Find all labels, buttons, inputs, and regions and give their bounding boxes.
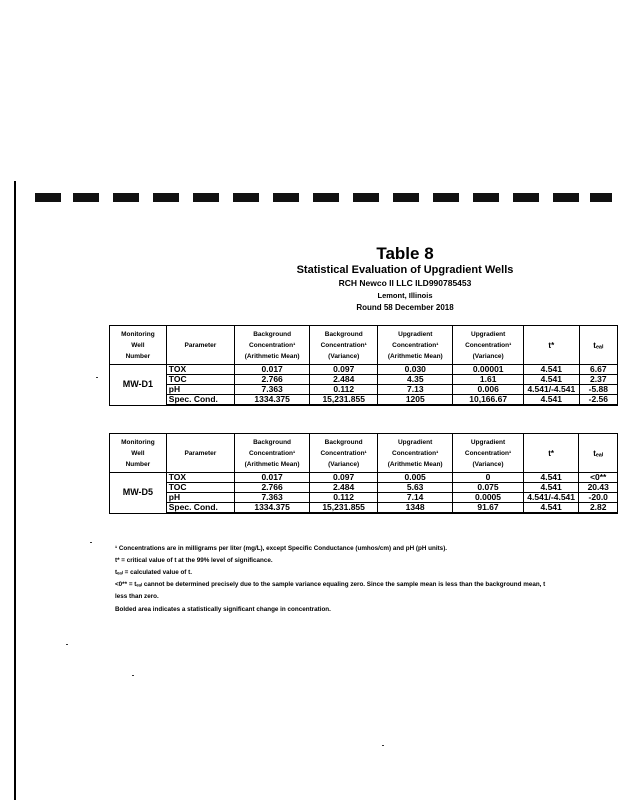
scan-speck bbox=[382, 745, 384, 746]
tstar-cell: 4.541 bbox=[523, 503, 579, 514]
perforation-dash bbox=[73, 193, 99, 202]
bg-var-cell: 0.097 bbox=[310, 473, 378, 483]
perforation-dash bbox=[153, 193, 179, 202]
up-var-cell: 0.006 bbox=[453, 385, 524, 395]
parameter-cell: TOC bbox=[166, 375, 234, 385]
perforation-dash bbox=[113, 193, 139, 202]
bg-var-header: Background Concentration¹ (Variance) bbox=[310, 326, 378, 365]
table-title: Table 8 bbox=[376, 244, 434, 263]
bg-var-cell: 0.112 bbox=[310, 493, 378, 503]
table-row bbox=[110, 503, 618, 514]
well-header: Monitoring Well Number bbox=[110, 326, 167, 365]
up-mean-cell: 5.63 bbox=[378, 483, 453, 493]
bg-mean-cell: 0.017 bbox=[235, 365, 310, 375]
header-row bbox=[110, 434, 618, 473]
parameter-cell: Spec. Cond. bbox=[166, 395, 234, 406]
well-header: Monitoring Well Number bbox=[110, 434, 167, 473]
up-var-cell: 1.61 bbox=[453, 375, 524, 385]
table-row bbox=[110, 493, 618, 503]
bg-var-cell: 0.097 bbox=[310, 365, 378, 375]
tcalc-cell: -20.0 bbox=[579, 493, 618, 503]
perforation-dash bbox=[433, 193, 459, 202]
header-row bbox=[110, 326, 618, 365]
up-mean-cell: 0.005 bbox=[378, 473, 453, 483]
perforation-dash bbox=[393, 193, 419, 202]
tstar-cell: 4.541 bbox=[524, 395, 580, 406]
tcalc-cell: 20.43 bbox=[579, 483, 618, 493]
up-mean-cell: 0.030 bbox=[378, 365, 453, 375]
tcalc-cell: 2.37 bbox=[579, 375, 617, 385]
stat-table-mw-d1 bbox=[109, 325, 618, 406]
up-mean-header: Upgradient Concentration¹ (Arithmetic Mean) bbox=[378, 434, 453, 473]
perforation-dash bbox=[513, 193, 539, 202]
bg-var-cell: 15,231.855 bbox=[310, 395, 378, 406]
table-subtitle: Statistical Evaluation of Upgradient Wells bbox=[296, 264, 514, 276]
bg-mean-cell: 0.017 bbox=[235, 473, 310, 483]
table-row bbox=[110, 385, 618, 395]
perforation-dash bbox=[35, 193, 61, 202]
tstar-cell: 4.541 bbox=[523, 473, 579, 483]
tstar-header: t* bbox=[524, 326, 580, 365]
perforation-dash bbox=[473, 193, 499, 202]
up-var-cell: 0.075 bbox=[453, 483, 524, 493]
up-mean-cell: 1205 bbox=[378, 395, 453, 406]
parameter-cell: TOX bbox=[166, 473, 234, 483]
tcalc-cell: -5.88 bbox=[579, 385, 617, 395]
table-row bbox=[110, 473, 618, 483]
footnote-less-than-zero: less than zero. bbox=[115, 593, 159, 600]
table-row bbox=[110, 395, 618, 406]
bg-mean-cell: 7.363 bbox=[235, 493, 310, 503]
perforation-dash bbox=[553, 193, 579, 202]
tcalc-cell: 2.82 bbox=[579, 503, 618, 514]
up-var-cell: 0 bbox=[453, 473, 524, 483]
perforation-dash bbox=[590, 193, 612, 202]
tstar-cell: 4.541 bbox=[524, 365, 580, 375]
perforation-dash bbox=[313, 193, 339, 202]
round-line: Round 58 December 2018 bbox=[356, 303, 454, 312]
parameter-cell: TOC bbox=[166, 483, 234, 493]
bg-mean-cell: 1334.375 bbox=[235, 395, 310, 406]
up-var-header: Upgradient Concentration¹ (Variance) bbox=[453, 434, 524, 473]
scan-speck bbox=[96, 377, 98, 378]
scan-speck bbox=[66, 644, 68, 645]
tstar-cell: 4.541/-4.541 bbox=[523, 493, 579, 503]
bg-mean-cell: 7.363 bbox=[235, 385, 310, 395]
parameter-cell: TOX bbox=[166, 365, 234, 375]
bg-mean-cell: 1334.375 bbox=[235, 503, 310, 514]
parameter-cell: pH bbox=[166, 493, 234, 503]
perforation-dash bbox=[193, 193, 219, 202]
table-row bbox=[110, 375, 618, 385]
table-row bbox=[110, 483, 618, 493]
tstar-header: t* bbox=[523, 434, 579, 473]
footnote-units: ¹ Concentrations are in milligrams per liter (mg/L), except Specific Conductance (umhos/cm) and pH (pH units). bbox=[115, 545, 448, 552]
up-mean-header: Upgradient Concentration¹ (Arithmetic Mean) bbox=[378, 326, 453, 365]
bg-mean-header: Background Concentration¹ (Arithmetic Mean) bbox=[235, 434, 310, 473]
parameter-cell: Spec. Cond. bbox=[166, 503, 234, 514]
parameter-header: Parameter bbox=[166, 326, 234, 365]
footnote-zero-variance: <0** = tₑₐₗ cannot be determined precisely due to the sample variance equaling zero. Since the sample mean is less than the background mean, t bbox=[115, 581, 546, 588]
tcalc-cell: -2.56 bbox=[579, 395, 617, 406]
location-line: Lemont, Illinois bbox=[377, 291, 433, 300]
footnote-bolded: Bolded area indicates a statistically significant change in concentration. bbox=[115, 606, 331, 613]
tstar-cell: 4.541/-4.541 bbox=[524, 385, 580, 395]
facility-line: RCH Newco II LLC ILD990785453 bbox=[338, 278, 472, 288]
up-var-cell: 0.0005 bbox=[453, 493, 524, 503]
up-var-header: Upgradient Concentration¹ (Variance) bbox=[453, 326, 524, 365]
up-var-cell: 91.67 bbox=[453, 503, 524, 514]
up-var-cell: 0.00001 bbox=[453, 365, 524, 375]
up-mean-cell: 1348 bbox=[378, 503, 453, 514]
stat-table-mw-d5 bbox=[109, 433, 618, 514]
bg-var-cell: 2.484 bbox=[310, 483, 378, 493]
tcalc-header: tₑₐₗ bbox=[579, 434, 618, 473]
footnote-tstar: t* = critical value of t at the 99% level of significance. bbox=[115, 557, 273, 564]
bg-mean-cell: 2.766 bbox=[235, 483, 310, 493]
up-mean-cell: 4.35 bbox=[378, 375, 453, 385]
parameter-cell: pH bbox=[166, 385, 234, 395]
tcalc-cell: 6.67 bbox=[579, 365, 617, 375]
scan-speck bbox=[132, 675, 134, 676]
page-edge-line bbox=[14, 181, 16, 800]
well-number: MW-D5 bbox=[110, 473, 167, 514]
bg-var-header: Background Concentration¹ (Variance) bbox=[310, 434, 378, 473]
tcalc-cell: <0** bbox=[579, 473, 618, 483]
perforation-dash bbox=[273, 193, 299, 202]
bg-mean-header: Background Concentration¹ (Arithmetic Mean) bbox=[235, 326, 310, 365]
bg-var-cell: 0.112 bbox=[310, 385, 378, 395]
bg-var-cell: 2.484 bbox=[310, 375, 378, 385]
well-number: MW-D1 bbox=[110, 365, 167, 406]
tstar-cell: 4.541 bbox=[524, 375, 580, 385]
scan-speck bbox=[90, 542, 92, 543]
footnote-tcalc: tₑₐₗ = calculated value of t. bbox=[115, 569, 193, 576]
table-row bbox=[110, 365, 618, 375]
tstar-cell: 4.541 bbox=[523, 483, 579, 493]
up-var-cell: 10,166.67 bbox=[453, 395, 524, 406]
parameter-header: Parameter bbox=[166, 434, 234, 473]
tcalc-header: tₑₐₗ bbox=[579, 326, 617, 365]
bg-var-cell: 15,231.855 bbox=[310, 503, 378, 514]
up-mean-cell: 7.14 bbox=[378, 493, 453, 503]
perforation-dash bbox=[233, 193, 259, 202]
bg-mean-cell: 2.766 bbox=[235, 375, 310, 385]
perforation-dash bbox=[353, 193, 379, 202]
up-mean-cell: 7.13 bbox=[378, 385, 453, 395]
